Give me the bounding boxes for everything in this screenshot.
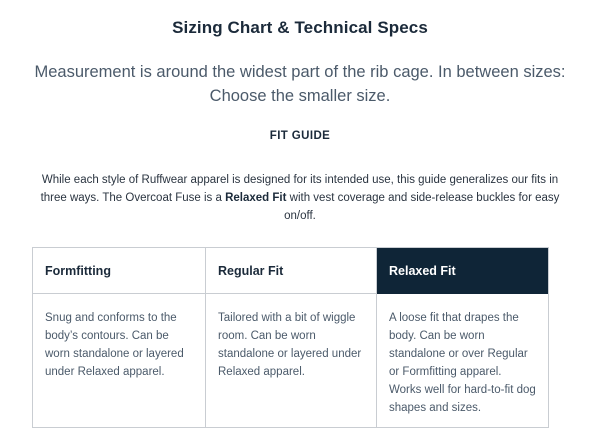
measurement-note: Measurement is around the widest part of the rib cage. In between sizes: Choose the smaller size.	[34, 63, 566, 105]
fit-body-formfitting: Snug and conforms to the body’s contours. Can be worn standalone or layered under Relaxed apparel.	[45, 312, 184, 378]
fit-header-formfitting[interactable]: Formfitting	[33, 248, 205, 294]
page-title: Sizing Chart & Technical Specs	[172, 18, 428, 37]
fit-body-regular: Tailored with a bit of wiggle room. Can be worn standalone or layered under Relaxed apparel.	[205, 294, 377, 427]
description-highlight: Relaxed Fit	[225, 192, 287, 204]
fit-guide-description	[32, 171, 568, 225]
fit-body-relaxed: A loose fit that drapes the body. Can be worn standalone or over Regular or Formfitting apparel. Works well for hard-to-fit dog shapes and sizes.	[389, 312, 536, 414]
description-text-end: with vest coverage and side-release buckles for easy on/off.	[284, 192, 560, 222]
fit-header-regular[interactable]: Regular Fit	[205, 248, 377, 294]
fit-table	[32, 247, 549, 428]
fit-header-relaxed[interactable]: Relaxed Fit	[377, 248, 548, 294]
description-text-start: While each style of Ruffwear apparel is designed for its intended use, this guide generalizes our fits in three ways. The Overcoat Fuse is a	[40, 174, 559, 204]
fit-guide-heading: FIT GUIDE	[269, 130, 331, 142]
